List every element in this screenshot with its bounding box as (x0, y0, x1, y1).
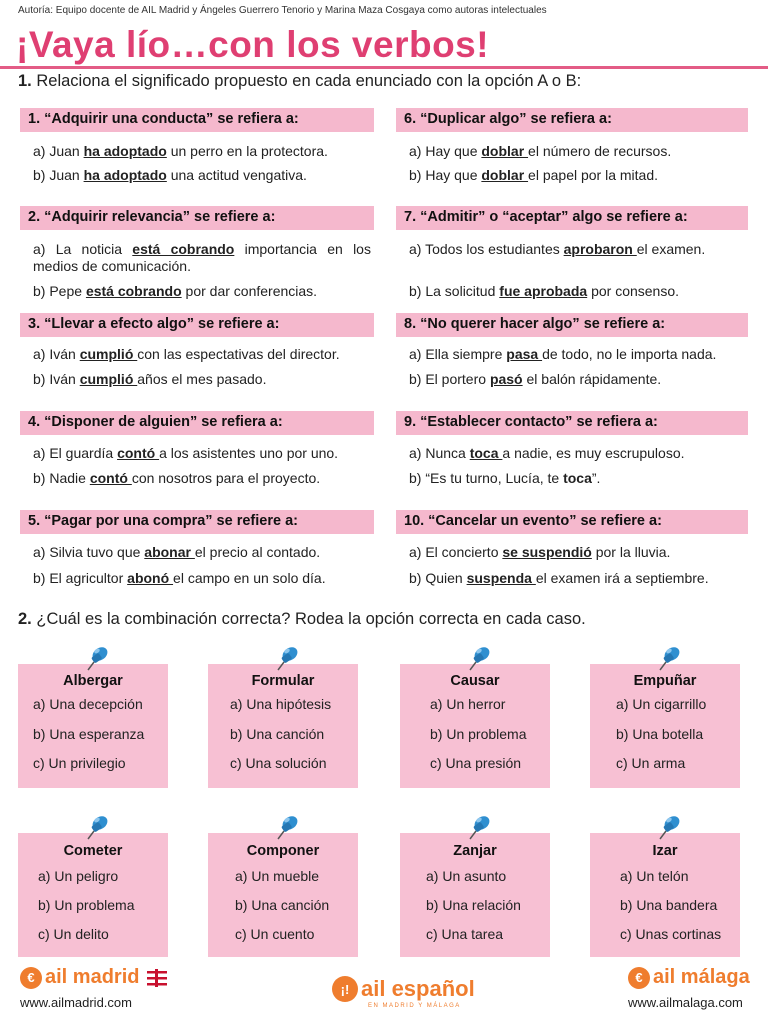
option-a[interactable] (409, 241, 705, 258)
card-option[interactable]: b) Un problema (38, 897, 135, 913)
option-b[interactable] (33, 167, 307, 184)
option-text: a los asistentes uno por uno. (159, 445, 339, 461)
card-option[interactable]: c) Una tarea (426, 926, 504, 942)
pushpin-icon (654, 813, 682, 843)
option-text: b) El portero (409, 371, 490, 387)
option-text: el examen. (636, 241, 706, 257)
option-text: b) El agricultor (33, 570, 128, 586)
section1-instruction (18, 72, 581, 91)
option-b[interactable] (33, 470, 320, 487)
question-heading: 8. “No querer hacer algo” se refiere a: (396, 313, 748, 337)
option-text: b) Iván (33, 371, 80, 387)
ail-espanol-tagline: EN MADRID Y MÁLAGA (368, 1003, 461, 1009)
verb-highlight: pasa (506, 346, 543, 362)
pushpin-icon (82, 644, 110, 674)
option-text: a) La noticia (33, 241, 133, 257)
authors-credit: Autoría: Equipo docente de AIL Madrid y Ángeles Guerrero Tenorio y Marina Maza Cosgaya como autoras intelectuales (18, 5, 547, 16)
option-a[interactable] (409, 445, 685, 462)
option-text: el balón rápidamente. (522, 371, 662, 387)
verb-highlight: ha adoptado (83, 143, 167, 159)
section1-text: Relaciona el significado propuesto en cada enunciado con la opción A o B: (36, 72, 582, 90)
option-text: b) La solicitud (409, 283, 500, 299)
option-text: a) El guardía (33, 445, 118, 461)
option-text: b) Nadie (33, 470, 90, 486)
verb-card (18, 833, 168, 957)
option-a[interactable] (409, 544, 670, 561)
card-option[interactable]: c) Un privilegio (33, 755, 126, 771)
option-text: de todo, no le importa nada. (542, 346, 717, 362)
option-text: ”. (591, 470, 601, 486)
verb-card (208, 664, 358, 788)
question-heading: 4. “Disponer de alguien” se refiera a: (20, 411, 374, 435)
option-text: el examen irá a septiembre. (535, 570, 709, 586)
option-text: por la lluvia. (591, 544, 671, 560)
card-option[interactable]: a) Una hipótesis (230, 696, 332, 712)
card-option[interactable]: c) Unas cortinas (620, 926, 722, 942)
verb-card (18, 664, 168, 788)
option-b[interactable] (33, 371, 266, 388)
verb-title: Formular (251, 673, 315, 689)
card-option[interactable]: b) Una canción (230, 726, 325, 742)
section2-number: 2. (18, 610, 32, 628)
option-text: importancia en los medios de comunicación. (33, 241, 371, 274)
option-text: años el mes pasado. (137, 371, 267, 387)
option-text: a) Silvia tuvo que (33, 544, 145, 560)
option-text: una actitud vengativa. (166, 167, 307, 183)
option-text: b) Juan (33, 167, 84, 183)
verb-card (208, 833, 358, 957)
option-text: a) El concierto (409, 544, 503, 560)
card-option[interactable]: b) Una botella (616, 726, 704, 742)
verb-highlight: abonar (144, 544, 195, 560)
verb-card (590, 833, 740, 957)
option-a[interactable] (33, 445, 338, 462)
question-heading: 6. “Duplicar algo” se refiera a: (396, 108, 748, 132)
option-text: con las espectativas del director. (137, 346, 340, 362)
option-text: a) Iván (33, 346, 80, 362)
ail-madrid-url[interactable]: www.ailmadrid.com (20, 995, 132, 1010)
card-option[interactable]: b) Un problema (430, 726, 527, 742)
verb-highlight: cumplió (79, 371, 138, 387)
verb-highlight: toca (563, 470, 592, 486)
verb-title: Izar (652, 843, 678, 859)
ail-madrid-logo: € ail madrid (20, 966, 171, 989)
card-option[interactable]: a) Un mueble (235, 868, 320, 884)
section1-number: 1. (18, 72, 32, 90)
verb-card (400, 833, 550, 957)
title-divider (0, 66, 768, 69)
option-text: un perro en la protectora. (166, 143, 328, 159)
verb-title: Empuñar (633, 673, 697, 689)
option-a[interactable] (33, 143, 328, 160)
verb-highlight: toca (469, 445, 503, 461)
logo-badge-icon: € (20, 967, 42, 989)
option-text: b) Hay que (409, 167, 482, 183)
logo-badge-icon: ¡! (332, 976, 358, 1002)
option-b[interactable] (409, 570, 709, 587)
option-b[interactable] (409, 167, 658, 184)
verb-title: Cometer (63, 843, 123, 859)
option-text: con nosotros para el proyecto. (131, 470, 321, 486)
option-text: el papel por la mitad. (528, 167, 659, 183)
verb-highlight: pasó (489, 371, 523, 387)
verb-card (590, 664, 740, 788)
card-option[interactable]: a) Un telón (620, 868, 689, 884)
card-option[interactable]: c) Un delito (38, 926, 109, 942)
card-option[interactable]: c) Un cuento (235, 926, 315, 942)
card-option[interactable]: b) Una relación (426, 897, 521, 913)
question-heading: 7. “Admitir” o “aceptar” algo se refiere a: (396, 206, 748, 230)
verb-highlight: cumplió (79, 346, 138, 362)
option-b[interactable] (33, 570, 326, 587)
question-heading: 2. “Adquirir relevancia” se refiere a: (20, 206, 374, 230)
option-b[interactable] (409, 283, 679, 300)
option-b[interactable] (409, 371, 661, 388)
card-option[interactable]: c) Una presión (430, 755, 522, 771)
option-b[interactable] (409, 470, 600, 487)
option-text: el campo en un solo día. (173, 570, 326, 586)
question-heading: 3. “Llevar a efecto algo” se refiere a: (20, 313, 374, 337)
option-text: b) Pepe (33, 283, 86, 299)
option-text: a) Ella siempre (409, 346, 507, 362)
option-text: por dar conferencias. (181, 283, 318, 299)
card-option[interactable]: a) Un cigarrillo (616, 696, 707, 712)
option-text: a) Todos los estudiantes (409, 241, 564, 257)
verb-title: Componer (246, 843, 320, 859)
card-option[interactable]: c) Un arma (616, 755, 686, 771)
option-a[interactable] (33, 241, 371, 275)
question-heading: 5. “Pagar por una compra” se refiere a: (20, 510, 374, 534)
ail-malaga-logo: € ail málaga (628, 966, 750, 989)
verb-highlight: está cobrando (85, 283, 182, 299)
question-heading: 10. “Cancelar un evento” se refiere a: (396, 510, 748, 534)
option-text: b) “Es tu turno, Lucía, te (409, 470, 564, 486)
option-b[interactable] (33, 283, 317, 300)
verb-card (400, 664, 550, 788)
verb-highlight: está cobrando (132, 241, 235, 257)
option-a[interactable] (409, 346, 716, 363)
verb-highlight: aprobaron (563, 241, 637, 257)
card-option[interactable]: b) Una canción (235, 897, 330, 913)
question-heading: 9. “Establecer contacto” se refiera a: (396, 411, 748, 435)
verb-highlight: doblar (481, 143, 529, 159)
option-text: el precio al contado. (194, 544, 321, 560)
option-text: a nadie, es muy escrupuloso. (502, 445, 685, 461)
logo-badge-icon: € (628, 967, 650, 989)
verb-title: Albergar (63, 673, 123, 689)
verb-title: Causar (450, 673, 500, 689)
verb-highlight: abonó (127, 570, 174, 586)
option-a[interactable] (33, 346, 340, 363)
card-option[interactable]: c) Una solución (230, 755, 327, 771)
verb-highlight: contó (117, 445, 160, 461)
option-text: a) Hay que (409, 143, 482, 159)
section2-instruction (18, 610, 586, 629)
option-a[interactable] (33, 544, 320, 561)
card-option[interactable]: a) Una decepción (33, 696, 143, 712)
pushpin-icon (654, 644, 682, 674)
pushpin-icon (272, 813, 300, 843)
option-text: b) Quien (409, 570, 467, 586)
verb-highlight: contó (89, 470, 132, 486)
verb-highlight: ha adoptado (83, 167, 167, 183)
section2-text: ¿Cuál es la combinación correcta? Rodea la opción correcta en cada caso. (36, 610, 586, 628)
card-option[interactable]: b) Una bandera (620, 897, 718, 913)
verb-highlight: doblar (481, 167, 529, 183)
card-option[interactable]: a) Un herror (430, 696, 506, 712)
card-option[interactable]: a) Un asunto (426, 868, 507, 884)
card-option[interactable]: a) Un peligro (38, 868, 119, 884)
page-title: ¡Vaya lío…con los verbos! (16, 24, 490, 65)
card-option[interactable]: b) Una esperanza (33, 726, 145, 742)
ail-malaga-url[interactable]: www.ailmalaga.com (628, 995, 743, 1010)
pushpin-icon (464, 813, 492, 843)
option-a[interactable] (409, 143, 671, 160)
question-heading: 1. “Adquirir una conducta” se refiera a: (20, 108, 374, 132)
verb-highlight: fue aprobada (499, 283, 588, 299)
verb-highlight: suspenda (466, 570, 536, 586)
option-text: por consenso. (587, 283, 680, 299)
verb-highlight: se suspendió (502, 544, 592, 560)
verb-title: Zanjar (453, 843, 497, 859)
option-text: a) Juan (33, 143, 84, 159)
option-text: el número de recursos. (528, 143, 672, 159)
pushpin-icon (272, 644, 300, 674)
option-text: a) Nunca (409, 445, 470, 461)
pushpin-icon (82, 813, 110, 843)
ail-espanol-logo: ¡! ail español (332, 976, 475, 1002)
cervantes-emblem-icon (145, 968, 171, 988)
pushpin-icon (464, 644, 492, 674)
